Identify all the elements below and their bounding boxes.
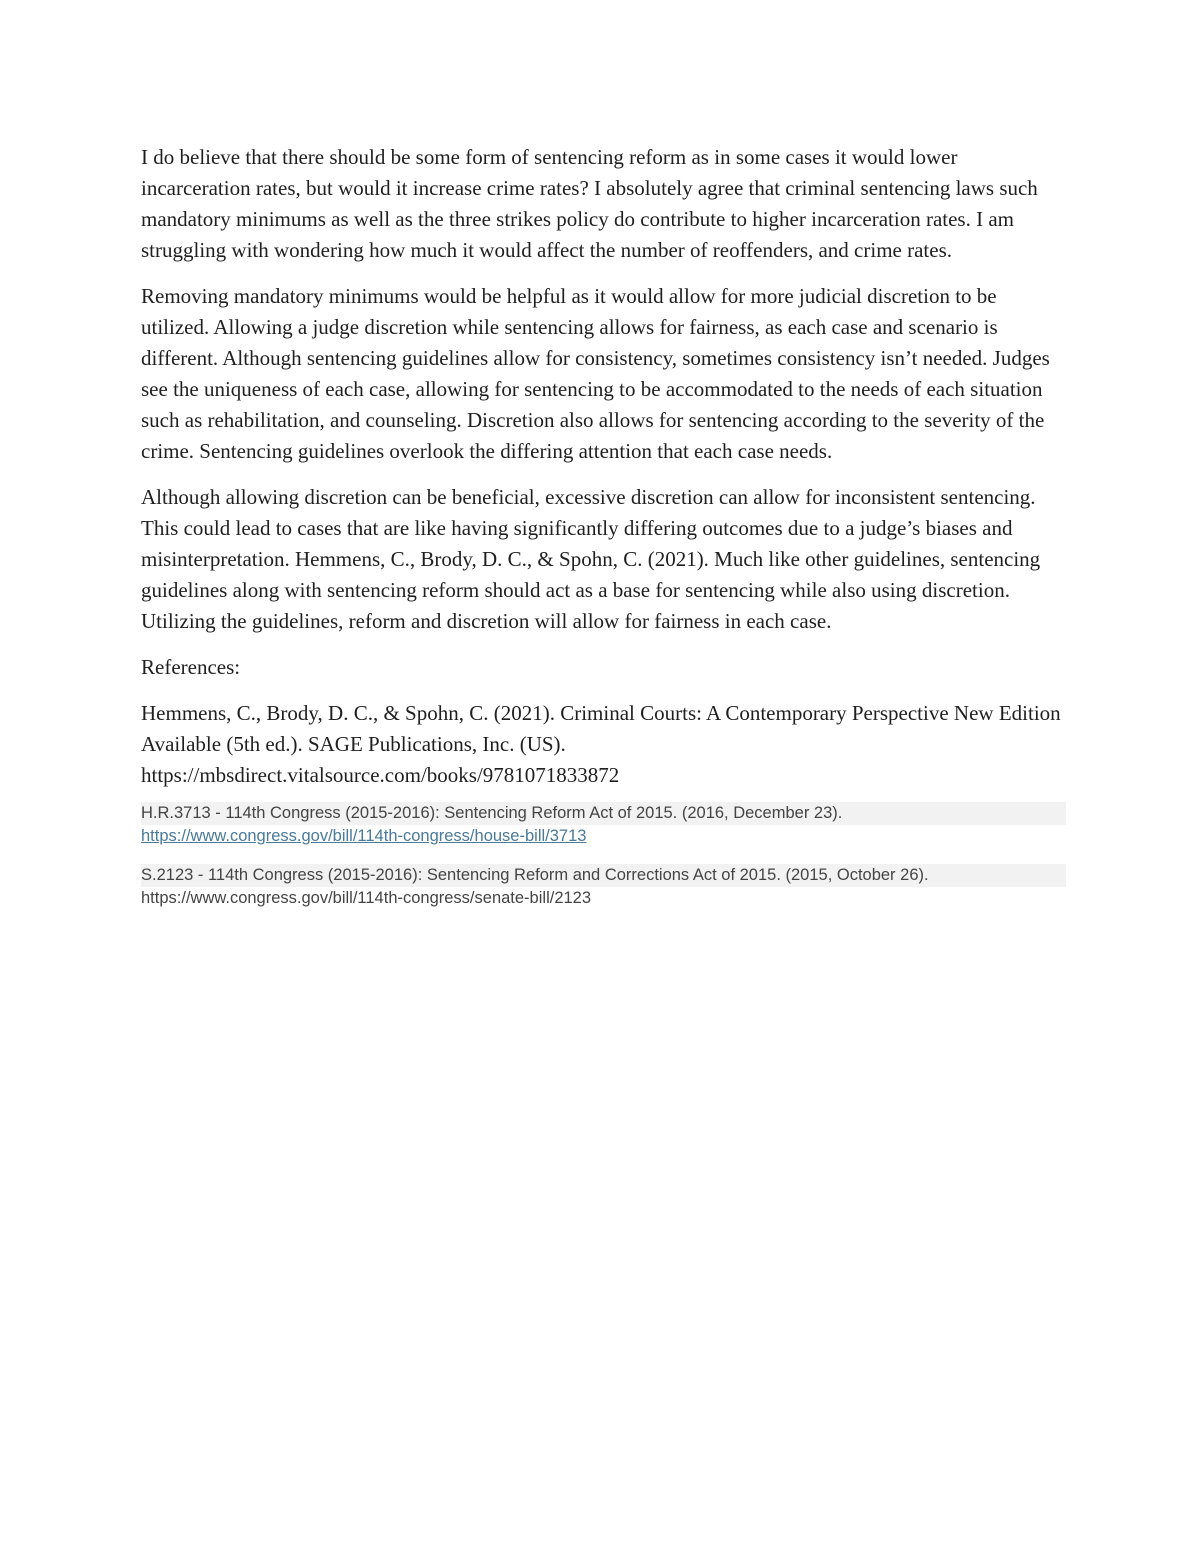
paragraph-3: Although allowing discretion can be beneficial, excessive discretion can allow for inconsistent sentencing. This could lead to cases that are like having significantly differing outcomes due to a judge’s biases and misinterpretation. Hemmens, C., Brody, D. C., & Spohn, C. (2021). Much like other guidelines, sentencing guidelines along with sentencing reform should act as a base for sentencing while also using discretion. Utilizing the guidelines, reform and discretion will allow for fairness in each case. — [141, 485, 1041, 633]
reference-hr3713-link[interactable]: https://www.congress.gov/bill/114th-congress/house-bill/3713 — [141, 827, 587, 845]
reference-s2123-citation: S.2123 - 114th Congress (2015-2016): Sentencing Reform and Corrections Act of 2015. (2015, October 26). — [141, 864, 1066, 887]
references-heading: References: — [141, 655, 241, 679]
reference-s2123 — [141, 864, 1066, 910]
document-body — [141, 142, 1066, 926]
reference-s2123-url: https://www.congress.gov/bill/114th-congress/senate-bill/2123 — [141, 889, 592, 907]
paragraph-1: I do believe that there should be some form of sentencing reform as in some cases it would lower incarceration rates, but would it increase crime rates? I absolutely agree that criminal sentencing laws such mandatory minimums as well as the three strikes policy do contribute to higher incarceration rates. I am struggling with wondering how much it would affect the number of reoffenders, and crime rates. — [141, 145, 1038, 262]
paragraph-2: Removing mandatory minimums would be helpful as it would allow for more judicial discretion to be utilized. Allowing a judge discretion while sentencing allows for fairness, as each case and scenario is different. Although sentencing guidelines allow for consistency, sometimes consistency isn’t needed. Judges see the uniqueness of each case, allowing for sentencing to be accommodated to the needs of each situation such as rehabilitation, and counseling. Discretion also allows for sentencing according to the severity of the crime. Sentencing guidelines overlook the differing attention that each case needs. — [141, 284, 1050, 463]
reference-hr3713 — [141, 802, 1066, 848]
reference-hr3713-citation: H.R.3713 - 114th Congress (2015-2016): Sentencing Reform Act of 2015. (2016, December 23). — [141, 802, 1066, 825]
reference-hemmens-citation: Hemmens, C., Brody, D. C., & Spohn, C. (2021). Criminal Courts: A Contemporary Perspective New Edition Available (5th ed.). SAGE Publications, Inc. (US). — [141, 701, 1061, 756]
reference-hemmens — [141, 698, 1066, 791]
reference-hemmens-url: https://mbsdirect.vitalsource.com/books/9781071833872 — [141, 763, 620, 787]
